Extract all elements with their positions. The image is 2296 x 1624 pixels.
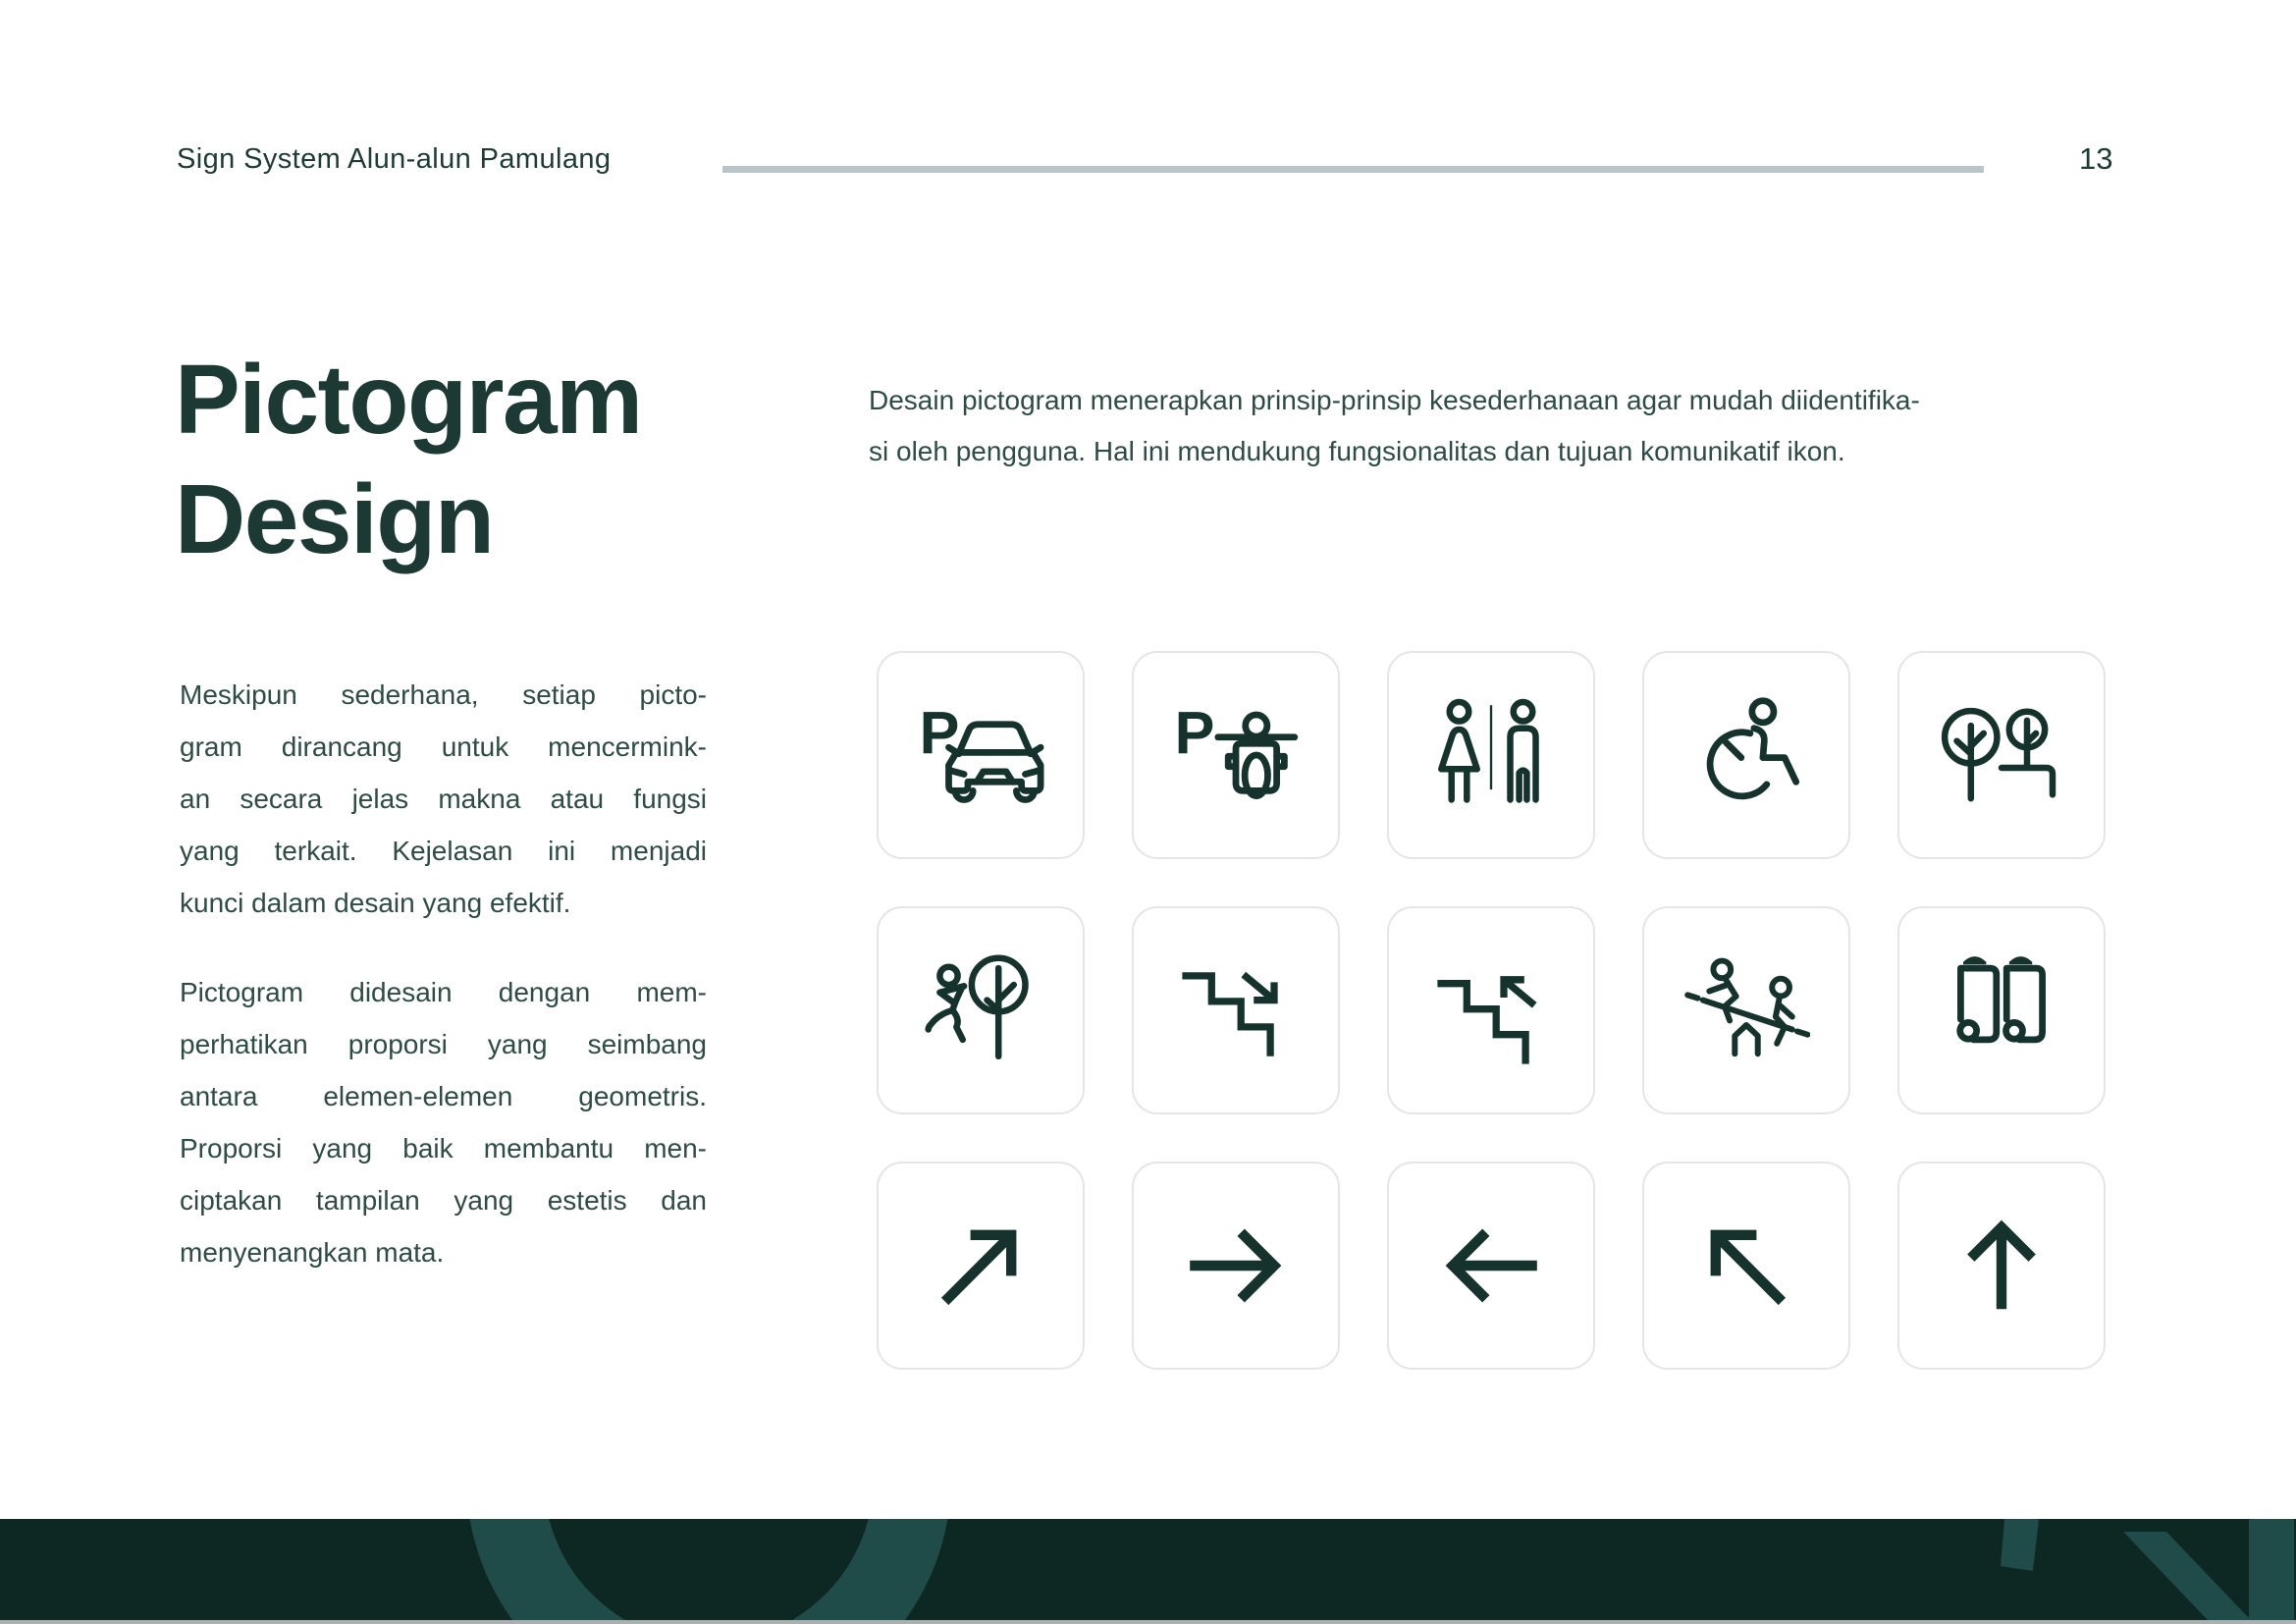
trash-bins-icon bbox=[1938, 947, 2065, 1074]
pictogram-card bbox=[1642, 1162, 1850, 1370]
svg-text:P: P bbox=[919, 699, 960, 767]
pictogram-card bbox=[1897, 1162, 2106, 1370]
pictogram-card bbox=[1132, 651, 1340, 859]
pictogram-card bbox=[1132, 906, 1340, 1114]
park-trees-icon bbox=[1938, 691, 2065, 819]
text-line: antara elemen-elemen geometris. bbox=[180, 1081, 707, 1111]
pictogram-card bbox=[1897, 906, 2106, 1114]
text-line: gram dirancang untuk mencermink- bbox=[180, 731, 707, 762]
playground-seesaw-icon bbox=[1682, 947, 1810, 1074]
arrow-left-icon bbox=[1427, 1202, 1555, 1329]
text-line: menyenangkan mata. bbox=[180, 1237, 445, 1268]
page-title-line-2: Design bbox=[175, 464, 494, 574]
decorative-letter-shape bbox=[1983, 1519, 2296, 1620]
pictogram-card bbox=[877, 906, 1085, 1114]
pictogram-card bbox=[1132, 1162, 1340, 1370]
text-line: yang terkait. Kejelasan ini menjadi bbox=[180, 836, 707, 866]
text-line: Desain pictogram menerapkan prinsip-prinsip kesederhanaan agar mudah diidentifika- bbox=[869, 385, 1920, 415]
body-text-column bbox=[180, 669, 707, 1316]
arrow-up-left-icon bbox=[1682, 1202, 1810, 1329]
pictogram-card bbox=[1387, 1162, 1595, 1370]
pictogram-card bbox=[877, 1162, 1085, 1370]
text-line: kunci dalam desain yang efektif. bbox=[180, 888, 571, 918]
pictogram-card bbox=[1387, 651, 1595, 859]
arrow-up-right-icon bbox=[917, 1202, 1044, 1329]
header-divider-line bbox=[722, 166, 1984, 173]
body-paragraph-1 bbox=[180, 669, 707, 929]
pictogram-grid bbox=[877, 651, 2106, 1370]
document-title: Sign System Alun-alun Pamulang bbox=[177, 143, 612, 175]
decorative-ring-shape bbox=[466, 1519, 951, 1620]
text-line: Meskipun sederhana, setiap picto- bbox=[180, 679, 707, 710]
text-line: ciptakan tampilan yang estetis dan bbox=[180, 1185, 707, 1216]
intro-paragraph bbox=[869, 375, 2184, 477]
pictogram-card bbox=[1642, 906, 1850, 1114]
page-number: 13 bbox=[2079, 141, 2113, 176]
body-paragraph-2 bbox=[180, 966, 707, 1278]
bottom-edge-line bbox=[0, 1620, 2296, 1624]
pictogram-card bbox=[1897, 651, 2106, 859]
page-title-line-1: Pictogram bbox=[175, 345, 642, 455]
stairs-down-icon bbox=[1172, 947, 1300, 1074]
jogging-track-icon bbox=[917, 947, 1044, 1074]
arrow-right-icon bbox=[1172, 1202, 1300, 1329]
pictogram-card bbox=[1387, 906, 1595, 1114]
pictogram-card bbox=[877, 651, 1085, 859]
motorcycle-parking-icon bbox=[1172, 691, 1300, 819]
arrow-up-icon bbox=[1938, 1202, 2065, 1329]
page-title bbox=[175, 340, 642, 579]
text-line: Proporsi yang baik membantu men- bbox=[180, 1133, 707, 1164]
toilet-icon bbox=[1427, 691, 1555, 819]
text-line: perhatikan proporsi yang seimbang bbox=[180, 1029, 707, 1059]
pictogram-card bbox=[1642, 651, 1850, 859]
text-line: si oleh pengguna. Hal ini mendukung fungsionalitas dan tujuan komunikatif ikon. bbox=[869, 436, 1845, 466]
svg-text:P: P bbox=[1174, 699, 1215, 767]
wheelchair-icon bbox=[1682, 691, 1810, 819]
footer-band bbox=[0, 1519, 2296, 1620]
text-line: an secara jelas makna atau fungsi bbox=[180, 784, 707, 814]
car-parking-icon bbox=[917, 691, 1044, 819]
text-line: Pictogram didesain dengan mem- bbox=[180, 977, 707, 1007]
stairs-up-icon bbox=[1427, 947, 1555, 1074]
